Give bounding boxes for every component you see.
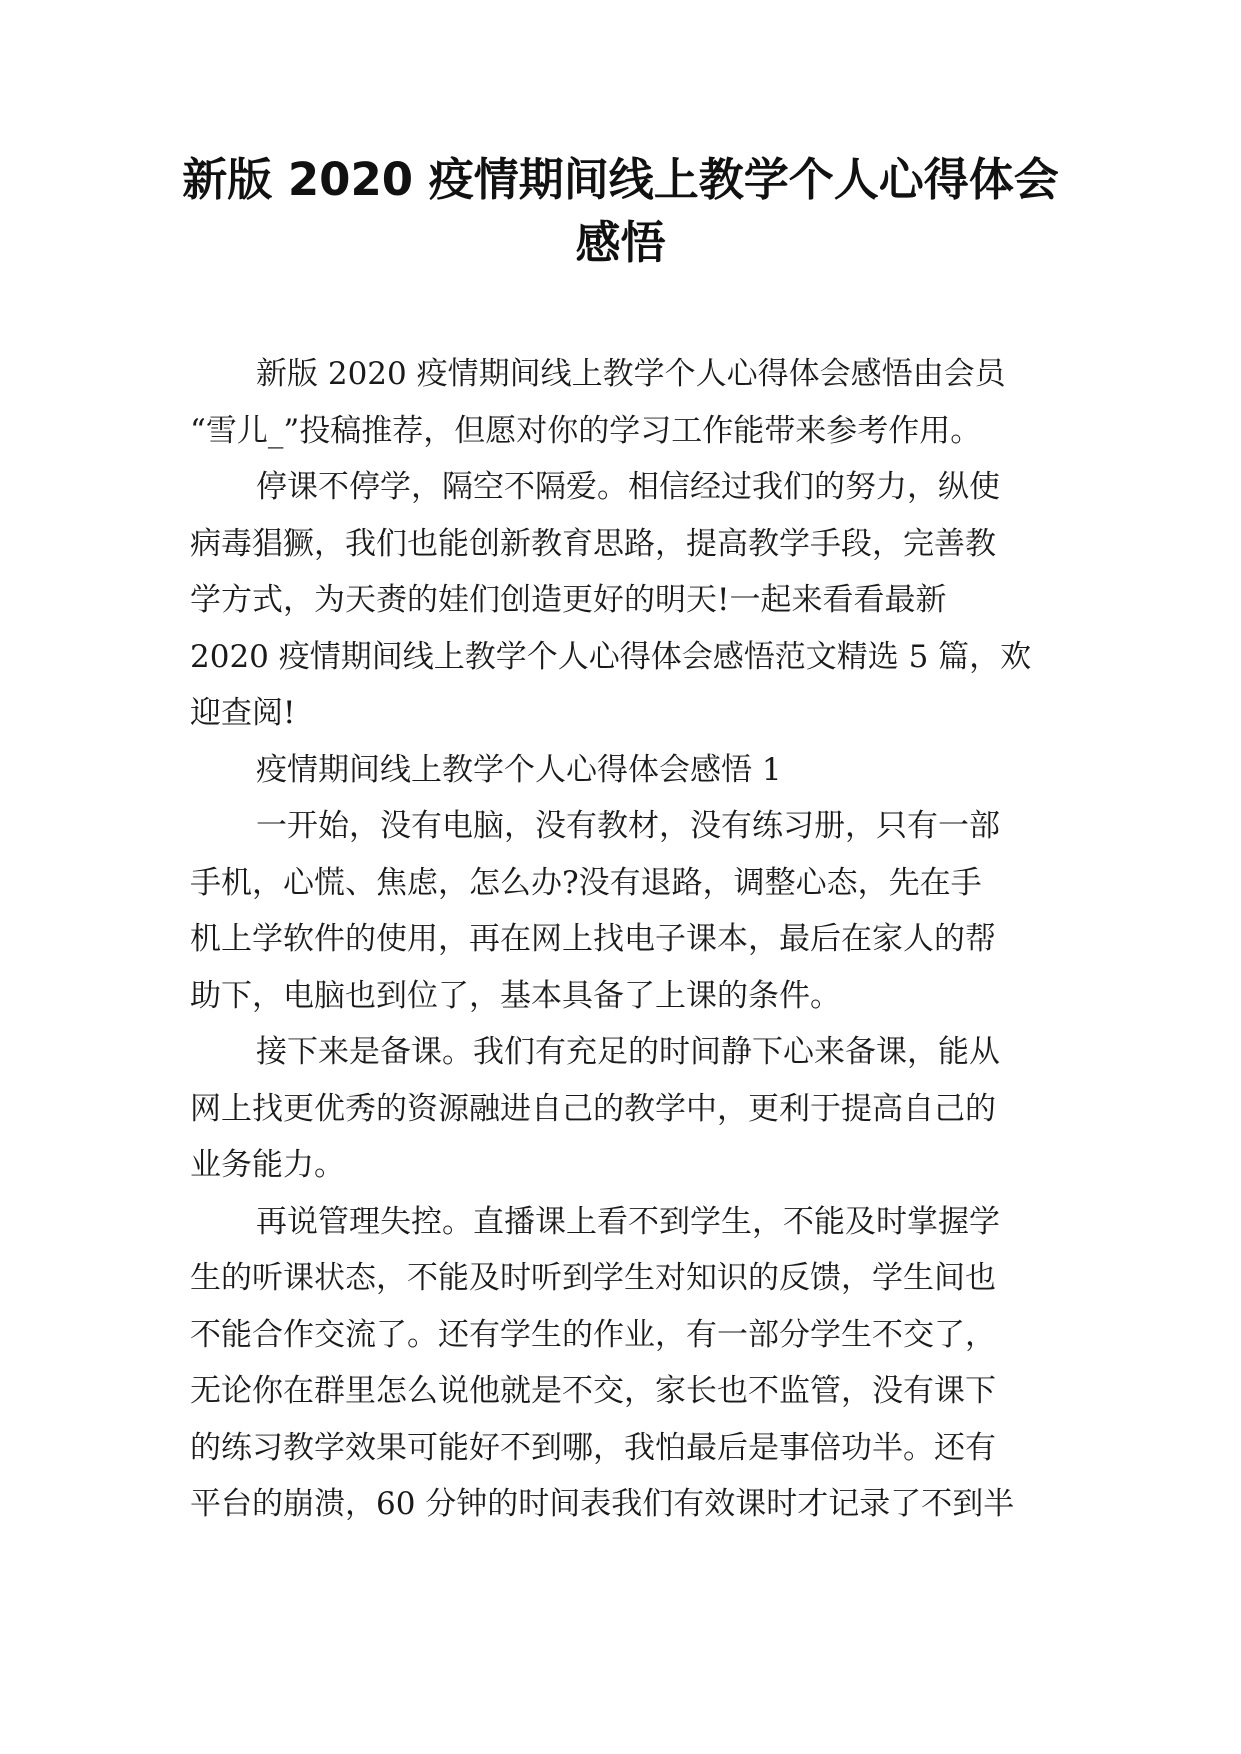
text-line: 助下，电脑也到位了，基本具备了上课的条件。	[190, 977, 841, 1014]
text-line: 再说管理失控。直播课上看不到学生，不能及时掌握学	[256, 1203, 1000, 1240]
text-line: 停课不停学，隔空不隔爱。相信经过我们的努力，纵使	[256, 469, 1000, 505]
text-line: “雪儿_”投稿推荐，但愿对你的学习工作能带来参考作用。	[190, 412, 982, 449]
text-line: 平台的崩溃，60 分钟的时间表我们有效课时才记录了不到半	[190, 1486, 1015, 1522]
text-line: 生的听课状态，不能及时听到学生对知识的反馈，学生间也	[190, 1260, 996, 1296]
text-line: 业务能力。	[190, 1147, 345, 1183]
text-line: 无论你在群里怎么说他就是不交，家长也不监管，没有课下	[190, 1373, 996, 1409]
text-line: 迎查阅!	[190, 695, 296, 731]
text-line: 接下来是备课。我们有充足的时间静下心来备课，能从	[256, 1034, 1000, 1070]
text-line: 机上学软件的使用，再在网上找电子课本，最后在家人的帮	[190, 921, 996, 957]
title-line-2: 感悟	[575, 216, 666, 269]
text-line: 2020 疫情期间线上教学个人心得体会感悟范文精选 5 篇，欢	[190, 638, 1032, 675]
document-body	[190, 346, 1050, 1533]
text-line: 的练习教学效果可能好不到哪，我怕最后是事倍功半。还有	[190, 1429, 996, 1466]
text-line: 学方式，为天赉的娃们创造更好的明天!一起来看看最新	[190, 582, 947, 618]
text-line: 新版 2020 疫情期间线上教学个人心得体会感悟由会员	[256, 356, 1006, 392]
text-line: 一开始，没有电脑，没有教材，没有练习册，只有一部	[256, 808, 1000, 844]
title-line-1: 新版 2020 疫情期间线上教学个人心得体会	[182, 153, 1059, 206]
text-line: 网上找更优秀的资源融进自己的教学中，更利于提高自己的	[190, 1090, 996, 1127]
text-line: 不能合作交流了。还有学生的作业，有一部分学生不交了，	[190, 1316, 996, 1353]
text-line: 手机，心慌、焦虑，怎么办?没有退路，调整心态，先在手	[190, 864, 982, 901]
text-line: 疫情期间线上教学个人心得体会感悟 1	[256, 751, 782, 788]
text-line: 病毒猖獗，我们也能创新教育思路，提高教学手段，完善教	[190, 525, 996, 562]
document-title	[150, 148, 1091, 274]
